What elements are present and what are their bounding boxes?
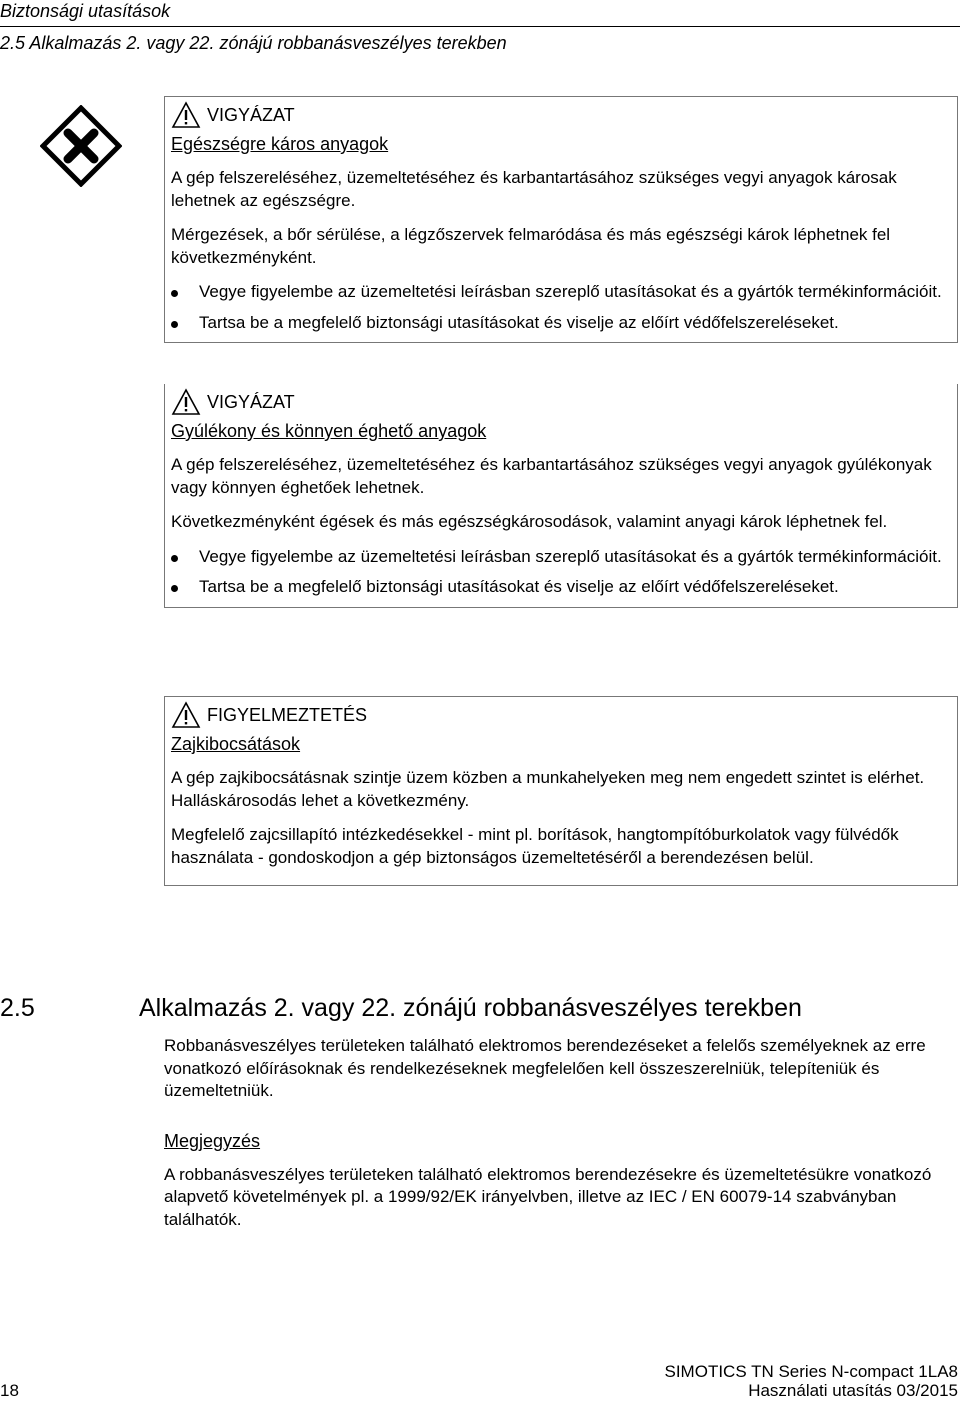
measure-item: Vegye figyelembe az üzemeltetési leírásban szereplő utasításokat és a gyártók termékinformációit. [171, 281, 951, 304]
hazard-paragraph: A gép zajkibocsátásnak szintje üzem közben a munkahelyeken meg nem engedett szintet is elérhet. Halláskárosodás lehet a következmény. [171, 768, 925, 810]
footer-info [665, 1362, 959, 1400]
page-number: 18 [0, 1381, 19, 1400]
warning-box-noise [164, 696, 958, 886]
section-heading [0, 994, 802, 1023]
signal-word: VIGYÁZAT [207, 104, 295, 125]
note-text: A robbanásveszélyes területeken található elektromos berendezésekre és üzemeltetésükre vonatkozó alapvető követelmények pl. a 1999/92/EK irányelvben, illetve az IEC / EN 60079-14 szabványban találhatók. [164, 1164, 932, 1229]
hazard-paragraph: A gép felszereléséhez, üzemeltetéséhez és karbantartásához szükséges vegyi anyagok gyúlékonyak vagy könnyen éghetőek lehetnek. [171, 455, 932, 497]
hazard-title: Egészségre káros anyagok [171, 134, 389, 154]
measure-list [171, 281, 951, 334]
footer-product: SIMOTICS TN Series N-compact 1LA8 [664, 1362, 958, 1381]
warning-triangle-icon [171, 388, 201, 416]
warning-box-health [164, 96, 958, 343]
section-body [164, 1035, 958, 1231]
hazard-paragraph: Mérgezések, a bőr sérülése, a légzőszervek felmaródása és más egészségi károk léphetnek fel következményként. [171, 225, 891, 267]
harmful-substance-cross-icon [40, 105, 122, 187]
header-title: Biztonsági utasítások [0, 1, 171, 21]
warning-box-flammable [164, 384, 958, 608]
signal-word: VIGYÁZAT [207, 391, 295, 412]
measure-item: Tartsa be a megfelelő biztonsági utasításokat és viselje az előírt védőfelszereléseket. [171, 576, 951, 599]
measure-item: Vegye figyelembe az üzemeltetési leírásban szereplő utasításokat és a gyártók termékinformációit. [171, 546, 951, 569]
signal-row [171, 697, 951, 733]
warning-triangle-icon [171, 701, 201, 729]
hazard-title: Zajkibocsátások [171, 734, 301, 754]
section-title: Alkalmazás 2. vagy 22. zónájú robbanásveszélyes terekben [139, 994, 802, 1022]
signal-row [171, 97, 951, 133]
measure-list [171, 546, 951, 599]
bullet-icon [171, 555, 178, 562]
hazard-title: Gyúlékony és könnyen éghető anyagok [171, 421, 487, 441]
warning-triangle-icon [171, 101, 201, 129]
bullet-icon [171, 290, 178, 297]
section-number: 2.5 [0, 994, 35, 1022]
hazard-paragraph: Megfelelő zajcsillapító intézkedésekkel - mint pl. borítások, hangtompítóburkolatok vagy fülvédők használata - gondoskodjon a gép biztonságos üzemeltetéséről a berendezésen belül. [171, 825, 899, 867]
hazard-paragraph: A gép felszereléséhez, üzemeltetéséhez és karbantartásához szükséges vegyi anyagok károsak lehetnek az egészségre. [171, 168, 897, 210]
header-rule [0, 26, 960, 27]
section-paragraph: Robbanásveszélyes területeken található elektromos berendezéseket a felelős személyeknek az erre vonatkozó előírásoknak és rendelkezéseknek megfelelően kell összeszerelniük, telepíteniük és üzemeltetniük. [164, 1036, 926, 1100]
measure-item: Tartsa be a megfelelő biztonsági utasításokat és viselje az előírt védőfelszereléseket. [171, 312, 951, 335]
note-label: Megjegyzés [164, 1130, 261, 1151]
hazard-paragraph: Következményként égések és más egészségkárosodások, valamint anyagi károk léphetnek fel. [171, 512, 888, 531]
header-subtitle: 2.5 Alkalmazás 2. vagy 22. zónájú robbanásveszélyes terekben [0, 33, 507, 53]
footer-doc: Használati utasítás 03/2015 [748, 1381, 958, 1400]
signal-word: FIGYELMEZTETÉS [207, 704, 368, 725]
signal-row [171, 384, 951, 420]
bullet-icon [171, 321, 178, 328]
bullet-icon [171, 585, 178, 592]
